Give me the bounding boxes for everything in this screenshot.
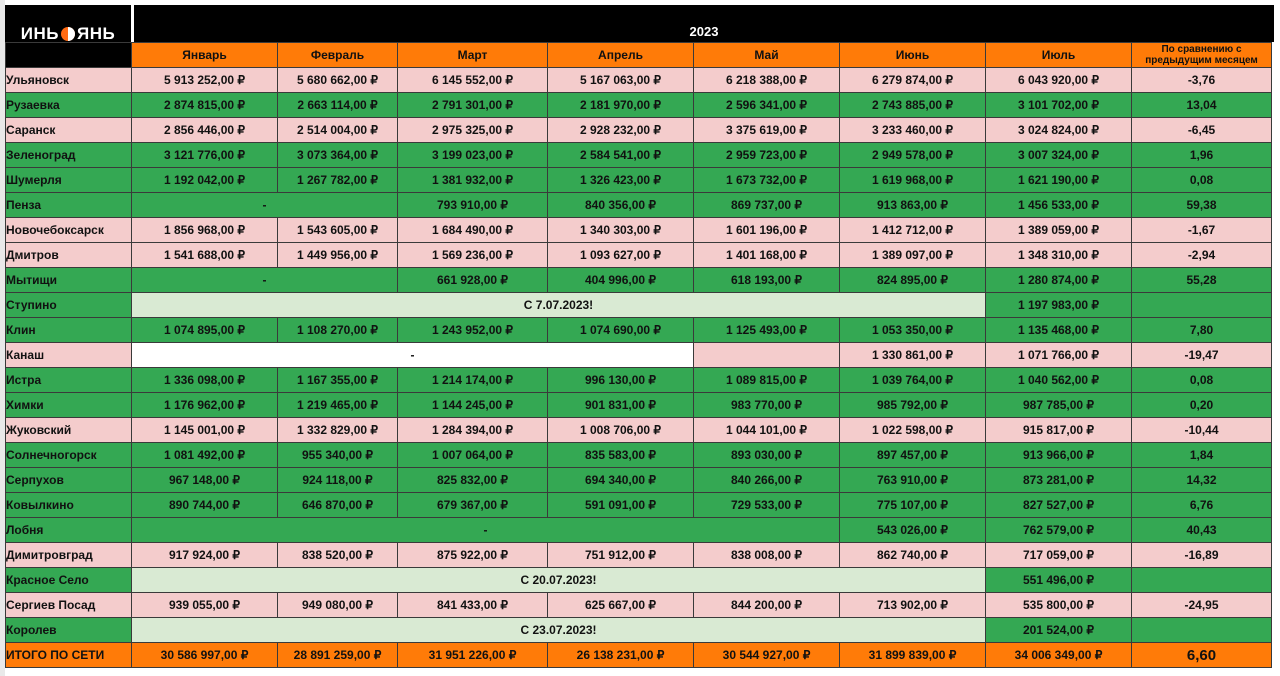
- value-cell[interactable]: 1 214 174,00 ₽: [398, 368, 548, 393]
- comparison-cell[interactable]: [1132, 293, 1272, 318]
- table-row: [6, 218, 1272, 243]
- comparison-cell[interactable]: 55,28: [1132, 268, 1272, 293]
- value-cell[interactable]: 1 089 815,00 ₽: [694, 368, 840, 393]
- value-cell[interactable]: 1 684 490,00 ₽: [398, 218, 548, 243]
- value-cell[interactable]: 1 074 690,00 ₽: [548, 318, 694, 343]
- value-cell[interactable]: 841 433,00 ₽: [398, 593, 548, 618]
- comparison-cell[interactable]: 59,38: [1132, 193, 1272, 218]
- value-cell[interactable]: 5 167 063,00 ₽: [548, 68, 694, 93]
- value-cell[interactable]: 915 817,00 ₽: [986, 418, 1132, 443]
- comparison-cell[interactable]: -10,44: [1132, 418, 1272, 443]
- value-cell[interactable]: 2 181 970,00 ₽: [548, 93, 694, 118]
- value-cell[interactable]: 3 375 619,00 ₽: [694, 118, 840, 143]
- city-cell[interactable]: Новочебоксарск: [6, 218, 132, 243]
- table-row: [6, 618, 1272, 643]
- value-cell[interactable]: 3 007 324,00 ₽: [986, 143, 1132, 168]
- value-cell[interactable]: 838 008,00 ₽: [694, 543, 840, 568]
- city-cell[interactable]: Ульяновск: [6, 68, 132, 93]
- value-cell[interactable]: 1 381 932,00 ₽: [398, 168, 548, 193]
- total-value-cell[interactable]: 34 006 349,00 ₽: [986, 643, 1132, 668]
- value-cell[interactable]: 2 791 301,00 ₽: [398, 93, 548, 118]
- city-cell[interactable]: Солнечногорск: [6, 443, 132, 468]
- value-cell[interactable]: 2 584 541,00 ₽: [548, 143, 694, 168]
- empty-merged-cell[interactable]: -: [132, 193, 398, 218]
- value-cell[interactable]: 717 059,00 ₽: [986, 543, 1132, 568]
- value-cell[interactable]: 1 601 196,00 ₽: [694, 218, 840, 243]
- total-value-cell[interactable]: 28 891 259,00 ₽: [278, 643, 398, 668]
- table-row: [6, 193, 1272, 218]
- total-value-cell[interactable]: 30 586 997,00 ₽: [132, 643, 278, 668]
- comparison-cell[interactable]: 6,76: [1132, 493, 1272, 518]
- value-cell[interactable]: 1 125 493,00 ₽: [694, 318, 840, 343]
- city-cell[interactable]: Сергиев Посад: [6, 593, 132, 618]
- city-cell[interactable]: Рузаевка: [6, 93, 132, 118]
- value-cell[interactable]: 1 039 764,00 ₽: [840, 368, 986, 393]
- total-value-cell[interactable]: 26 138 231,00 ₽: [548, 643, 694, 668]
- value-cell[interactable]: 835 583,00 ₽: [548, 443, 694, 468]
- table-row: [6, 543, 1272, 568]
- table-row: [6, 518, 1272, 543]
- value-cell[interactable]: 591 091,00 ₽: [548, 493, 694, 518]
- city-cell[interactable]: Пенза: [6, 193, 132, 218]
- value-cell[interactable]: 404 996,00 ₽: [548, 268, 694, 293]
- value-cell[interactable]: 1 621 190,00 ₽: [986, 168, 1132, 193]
- value-cell[interactable]: 6 279 874,00 ₽: [840, 68, 986, 93]
- comparison-cell[interactable]: -2,94: [1132, 243, 1272, 268]
- value-cell[interactable]: 1 543 605,00 ₽: [278, 218, 398, 243]
- value-cell[interactable]: 6 218 388,00 ₽: [694, 68, 840, 93]
- table-row: [6, 143, 1272, 168]
- value-cell[interactable]: 2 596 341,00 ₽: [694, 93, 840, 118]
- value-cell[interactable]: 1 243 952,00 ₽: [398, 318, 548, 343]
- comparison-cell[interactable]: 7,80: [1132, 318, 1272, 343]
- value-cell[interactable]: 2 928 232,00 ₽: [548, 118, 694, 143]
- sales-table: [5, 42, 1272, 668]
- comparison-cell[interactable]: -19,47: [1132, 343, 1272, 368]
- table-row: [6, 268, 1272, 293]
- value-cell[interactable]: 1 336 098,00 ₽: [132, 368, 278, 393]
- value-cell[interactable]: 1 619 968,00 ₽: [840, 168, 986, 193]
- value-cell[interactable]: 1 401 168,00 ₽: [694, 243, 840, 268]
- value-cell[interactable]: 3 199 023,00 ₽: [398, 143, 548, 168]
- table-row: [6, 368, 1272, 393]
- city-cell[interactable]: Химки: [6, 393, 132, 418]
- table-row: [6, 118, 1272, 143]
- value-cell[interactable]: 1 267 782,00 ₽: [278, 168, 398, 193]
- table-row: [6, 343, 1272, 368]
- value-cell[interactable]: 913 966,00 ₽: [986, 443, 1132, 468]
- comparison-cell[interactable]: 1,96: [1132, 143, 1272, 168]
- value-cell[interactable]: 1 284 394,00 ₽: [398, 418, 548, 443]
- comparison-cell[interactable]: -1,67: [1132, 218, 1272, 243]
- value-cell[interactable]: 913 863,00 ₽: [840, 193, 986, 218]
- yin-yang-icon: [61, 27, 75, 41]
- table-row: [6, 568, 1272, 593]
- value-cell[interactable]: 2 949 578,00 ₽: [840, 143, 986, 168]
- value-cell[interactable]: 3 121 776,00 ₽: [132, 143, 278, 168]
- value-cell[interactable]: 840 266,00 ₽: [694, 468, 840, 493]
- city-cell[interactable]: Жуковский: [6, 418, 132, 443]
- comparison-cell[interactable]: -24,95: [1132, 593, 1272, 618]
- value-cell[interactable]: 1 412 712,00 ₽: [840, 218, 986, 243]
- value-cell[interactable]: 1 071 766,00 ₽: [986, 343, 1132, 368]
- table-row: [6, 443, 1272, 468]
- value-cell[interactable]: 2 959 723,00 ₽: [694, 143, 840, 168]
- comparison-cell[interactable]: -6,45: [1132, 118, 1272, 143]
- logo-wordmark: [21, 25, 115, 42]
- value-cell[interactable]: 6 043 920,00 ₽: [986, 68, 1132, 93]
- year-header[interactable]: 2023: [134, 5, 1274, 42]
- city-cell[interactable]: Серпухов: [6, 468, 132, 493]
- table-row: [6, 168, 1272, 193]
- value-cell[interactable]: 2 663 114,00 ₽: [278, 93, 398, 118]
- total-row: [6, 643, 1272, 668]
- value-cell[interactable]: 535 800,00 ₽: [986, 593, 1132, 618]
- value-cell[interactable]: 1 093 627,00 ₽: [548, 243, 694, 268]
- header-may[interactable]: Май: [694, 43, 840, 68]
- value-cell[interactable]: 873 281,00 ₽: [986, 468, 1132, 493]
- value-cell[interactable]: 967 148,00 ₽: [132, 468, 278, 493]
- value-cell[interactable]: 1 144 245,00 ₽: [398, 393, 548, 418]
- comparison-cell[interactable]: -16,89: [1132, 543, 1272, 568]
- value-cell[interactable]: 890 744,00 ₽: [132, 493, 278, 518]
- value-cell[interactable]: 793 910,00 ₽: [398, 193, 548, 218]
- opening-note-cell[interactable]: С 7.07.2023!: [132, 293, 986, 318]
- city-cell[interactable]: Клин: [6, 318, 132, 343]
- value-cell[interactable]: 625 667,00 ₽: [548, 593, 694, 618]
- header-corner-cell[interactable]: [6, 43, 132, 68]
- empty-merged-cell[interactable]: -: [132, 343, 694, 368]
- value-cell[interactable]: 661 928,00 ₽: [398, 268, 548, 293]
- header-march[interactable]: Март: [398, 43, 548, 68]
- city-cell[interactable]: Димитровград: [6, 543, 132, 568]
- total-comparison-cell[interactable]: 6,60: [1132, 643, 1272, 668]
- value-cell[interactable]: 987 785,00 ₽: [986, 393, 1132, 418]
- value-cell[interactable]: 897 457,00 ₽: [840, 443, 986, 468]
- value-cell[interactable]: 1 022 598,00 ₽: [840, 418, 986, 443]
- value-cell[interactable]: 1 040 562,00 ₽: [986, 368, 1132, 393]
- value-cell[interactable]: 939 055,00 ₽: [132, 593, 278, 618]
- value-cell[interactable]: 901 831,00 ₽: [548, 393, 694, 418]
- opening-note-cell[interactable]: С 20.07.2023!: [132, 568, 986, 593]
- comparison-cell[interactable]: 0,08: [1132, 368, 1272, 393]
- value-cell[interactable]: 1 456 533,00 ₽: [986, 193, 1132, 218]
- value-cell[interactable]: 949 080,00 ₽: [278, 593, 398, 618]
- value-cell[interactable]: 869 737,00 ₽: [694, 193, 840, 218]
- city-cell[interactable]: Шумерля: [6, 168, 132, 193]
- empty-cell[interactable]: [694, 343, 840, 368]
- value-cell[interactable]: 1 007 064,00 ₽: [398, 443, 548, 468]
- value-cell[interactable]: 917 924,00 ₽: [132, 543, 278, 568]
- value-cell[interactable]: 1 280 874,00 ₽: [986, 268, 1132, 293]
- table-row: [6, 293, 1272, 318]
- city-cell[interactable]: Саранск: [6, 118, 132, 143]
- empty-merged-cell[interactable]: -: [132, 268, 398, 293]
- empty-merged-cell[interactable]: -: [132, 518, 840, 543]
- value-cell[interactable]: 2 743 885,00 ₽: [840, 93, 986, 118]
- city-cell[interactable]: Мытищи: [6, 268, 132, 293]
- value-cell[interactable]: 840 356,00 ₽: [548, 193, 694, 218]
- value-cell[interactable]: 1 192 042,00 ₽: [132, 168, 278, 193]
- total-value-cell[interactable]: 31 951 226,00 ₽: [398, 643, 548, 668]
- value-cell[interactable]: 1 449 956,00 ₽: [278, 243, 398, 268]
- value-cell[interactable]: 618 193,00 ₽: [694, 268, 840, 293]
- comparison-cell[interactable]: 40,43: [1132, 518, 1272, 543]
- opening-note-cell[interactable]: С 23.07.2023!: [132, 618, 986, 643]
- value-cell[interactable]: 838 520,00 ₽: [278, 543, 398, 568]
- value-cell[interactable]: 775 107,00 ₽: [840, 493, 986, 518]
- city-cell[interactable]: Ковылкино: [6, 493, 132, 518]
- city-cell[interactable]: Зеленоград: [6, 143, 132, 168]
- city-cell[interactable]: Красное Село: [6, 568, 132, 593]
- header-july[interactable]: Июль: [986, 43, 1132, 68]
- value-cell[interactable]: 551 496,00 ₽: [986, 568, 1132, 593]
- comparison-cell[interactable]: 0,20: [1132, 393, 1272, 418]
- value-cell[interactable]: 729 533,00 ₽: [694, 493, 840, 518]
- table-row: [6, 393, 1272, 418]
- value-cell[interactable]: 751 912,00 ₽: [548, 543, 694, 568]
- header-row: [6, 43, 1272, 68]
- city-cell[interactable]: Канаш: [6, 343, 132, 368]
- value-cell[interactable]: 1 569 236,00 ₽: [398, 243, 548, 268]
- value-cell[interactable]: 763 910,00 ₽: [840, 468, 986, 493]
- value-cell[interactable]: 1 197 983,00 ₽: [986, 293, 1132, 318]
- value-cell[interactable]: 1 219 465,00 ₽: [278, 393, 398, 418]
- comparison-cell[interactable]: [1132, 568, 1272, 593]
- comparison-cell[interactable]: 0,08: [1132, 168, 1272, 193]
- value-cell[interactable]: 893 030,00 ₽: [694, 443, 840, 468]
- comparison-cell[interactable]: 1,84: [1132, 443, 1272, 468]
- value-cell[interactable]: 844 200,00 ₽: [694, 593, 840, 618]
- city-cell[interactable]: Истра: [6, 368, 132, 393]
- value-cell[interactable]: 1 108 270,00 ₽: [278, 318, 398, 343]
- value-cell[interactable]: 1 145 001,00 ₽: [132, 418, 278, 443]
- value-cell[interactable]: 1 340 303,00 ₽: [548, 218, 694, 243]
- value-cell[interactable]: 1 332 829,00 ₽: [278, 418, 398, 443]
- table-row: [6, 68, 1272, 93]
- value-cell[interactable]: 1 074 895,00 ₽: [132, 318, 278, 343]
- value-cell[interactable]: 1 389 097,00 ₽: [840, 243, 986, 268]
- total-value-cell[interactable]: 31 899 839,00 ₽: [840, 643, 986, 668]
- comparison-cell[interactable]: 13,04: [1132, 93, 1272, 118]
- value-cell[interactable]: 1 541 688,00 ₽: [132, 243, 278, 268]
- value-cell[interactable]: 1 389 059,00 ₽: [986, 218, 1132, 243]
- value-cell[interactable]: 1 856 968,00 ₽: [132, 218, 278, 243]
- value-cell[interactable]: 1 348 310,00 ₽: [986, 243, 1132, 268]
- value-cell[interactable]: 983 770,00 ₽: [694, 393, 840, 418]
- header-january[interactable]: Январь: [132, 43, 278, 68]
- city-cell[interactable]: Ступино: [6, 293, 132, 318]
- value-cell[interactable]: 1 081 492,00 ₽: [132, 443, 278, 468]
- header-february[interactable]: Февраль: [278, 43, 398, 68]
- comparison-cell[interactable]: -3,76: [1132, 68, 1272, 93]
- city-cell[interactable]: Дмитров: [6, 243, 132, 268]
- value-cell[interactable]: 824 895,00 ₽: [840, 268, 986, 293]
- header-june[interactable]: Июнь: [840, 43, 986, 68]
- value-cell[interactable]: 201 524,00 ₽: [986, 618, 1132, 643]
- value-cell[interactable]: 1 673 732,00 ₽: [694, 168, 840, 193]
- value-cell[interactable]: 1 044 101,00 ₽: [694, 418, 840, 443]
- value-cell[interactable]: 5 913 252,00 ₽: [132, 68, 278, 93]
- value-cell[interactable]: 1 135 468,00 ₽: [986, 318, 1132, 343]
- table-row: [6, 318, 1272, 343]
- table-row: [6, 468, 1272, 493]
- value-cell[interactable]: 2 975 325,00 ₽: [398, 118, 548, 143]
- value-cell[interactable]: 694 340,00 ₽: [548, 468, 694, 493]
- total-label-cell[interactable]: ИТОГО ПО СЕТИ: [6, 643, 132, 668]
- value-cell[interactable]: 646 870,00 ₽: [278, 493, 398, 518]
- value-cell[interactable]: 875 922,00 ₽: [398, 543, 548, 568]
- table-row: [6, 93, 1272, 118]
- value-cell[interactable]: 862 740,00 ₽: [840, 543, 986, 568]
- total-value-cell[interactable]: 30 544 927,00 ₽: [694, 643, 840, 668]
- value-cell[interactable]: 3 024 824,00 ₽: [986, 118, 1132, 143]
- table-row: [6, 493, 1272, 518]
- value-cell[interactable]: 2 874 815,00 ₽: [132, 93, 278, 118]
- value-cell[interactable]: 5 680 662,00 ₽: [278, 68, 398, 93]
- value-cell[interactable]: 6 145 552,00 ₽: [398, 68, 548, 93]
- value-cell[interactable]: 827 527,00 ₽: [986, 493, 1132, 518]
- value-cell[interactable]: 2 856 446,00 ₽: [132, 118, 278, 143]
- value-cell[interactable]: 1 053 350,00 ₽: [840, 318, 986, 343]
- value-cell[interactable]: 1 326 423,00 ₽: [548, 168, 694, 193]
- comparison-cell[interactable]: 14,32: [1132, 468, 1272, 493]
- value-cell[interactable]: 985 792,00 ₽: [840, 393, 986, 418]
- value-cell[interactable]: 2 514 004,00 ₽: [278, 118, 398, 143]
- value-cell[interactable]: 1 008 706,00 ₽: [548, 418, 694, 443]
- value-cell[interactable]: 3 073 364,00 ₽: [278, 143, 398, 168]
- value-cell[interactable]: 1 167 355,00 ₽: [278, 368, 398, 393]
- value-cell[interactable]: 1 176 962,00 ₽: [132, 393, 278, 418]
- value-cell[interactable]: 955 340,00 ₽: [278, 443, 398, 468]
- logo-part-1: ИНЬ: [20, 24, 59, 43]
- table-row: [6, 418, 1272, 443]
- header-comparison[interactable]: По сравнению с предыдущим месяцем: [1132, 43, 1272, 68]
- table-row: [6, 243, 1272, 268]
- value-cell[interactable]: 924 118,00 ₽: [278, 468, 398, 493]
- value-cell[interactable]: 679 367,00 ₽: [398, 493, 548, 518]
- value-cell[interactable]: 762 579,00 ₽: [986, 518, 1132, 543]
- comparison-cell[interactable]: [1132, 618, 1272, 643]
- header-april[interactable]: Апрель: [548, 43, 694, 68]
- value-cell[interactable]: 825 832,00 ₽: [398, 468, 548, 493]
- table-row: [6, 593, 1272, 618]
- value-cell[interactable]: 1 330 861,00 ₽: [840, 343, 986, 368]
- city-cell[interactable]: Королев: [6, 618, 132, 643]
- logo-part-2: ЯНЬ: [77, 24, 116, 43]
- value-cell[interactable]: 3 233 460,00 ₽: [840, 118, 986, 143]
- city-cell[interactable]: Лобня: [6, 518, 132, 543]
- value-cell[interactable]: 543 026,00 ₽: [840, 518, 986, 543]
- value-cell[interactable]: 996 130,00 ₽: [548, 368, 694, 393]
- value-cell[interactable]: 3 101 702,00 ₽: [986, 93, 1132, 118]
- value-cell[interactable]: 713 902,00 ₽: [840, 593, 986, 618]
